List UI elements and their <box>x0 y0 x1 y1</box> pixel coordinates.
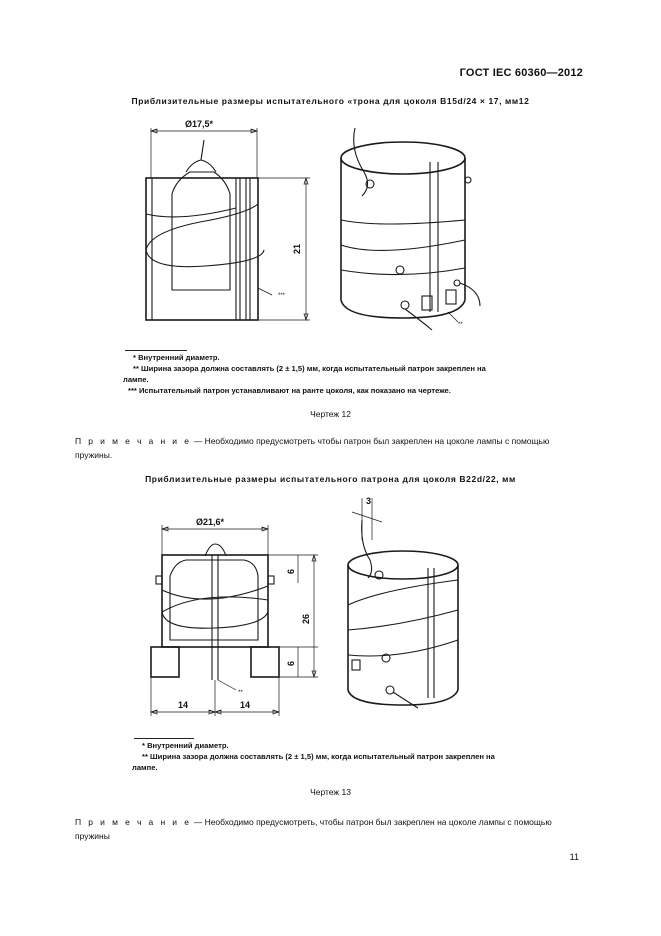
fig13-left-width-label: 14 <box>178 700 189 710</box>
note-2-label: П р и м е ч а н и е <box>75 817 192 827</box>
note-1 <box>75 434 585 462</box>
fig12-height-label: 21 <box>292 243 302 254</box>
fig13-top-dim-label: 6 <box>286 568 296 574</box>
note-2 <box>75 815 585 843</box>
fig12-diameter-label: Ø17,5* <box>185 119 214 129</box>
fig12-gap-label: *** <box>278 293 286 299</box>
fig13-gap-dim-label: 3 <box>366 496 372 506</box>
figure12-footnote-rule <box>125 350 187 351</box>
fig13-footnote-2: ** Ширина зазора должна составлять (2 ± 1,5) мм, когда испытательный патрон закреплен на лампе. <box>132 752 495 772</box>
figure13-title: Приблизительные размеры испытательного патрона для цоколя B22d/22, мм <box>145 474 516 484</box>
fig12-footnote-2: ** Ширина зазора должна составлять (2 ± 1,5) мм, когда испытательный патрон закреплен на лампе. <box>123 364 486 384</box>
page-number: 11 <box>569 852 579 862</box>
fig13-diameter-label: Ø21,6* <box>196 517 225 527</box>
fig13-bottom-dim-label: 6 <box>286 660 296 666</box>
fig13-gap-label: ** <box>238 690 243 696</box>
fig13-footnote-1: * Внутренний диаметр. <box>142 741 229 750</box>
fig12-footnote-3: *** Испытательный патрон устанавливают на ранте цоколя, как показано на чертеже. <box>128 386 451 395</box>
figure13-caption: Чертеж 13 <box>310 787 351 797</box>
note-1-label: П р и м е ч а н и е <box>75 436 192 446</box>
fig13-right-width-label: 14 <box>240 700 251 710</box>
figure12-title: Приблизительные размеры испытательного «трона для цоколя B15d/24 × 17, мм12 <box>131 96 530 106</box>
document-header: ГОСТ IEC 60360—2012 <box>459 67 583 79</box>
figure13-footnote-rule <box>134 738 194 739</box>
fig13-height-label: 26 <box>301 613 311 624</box>
figure12-caption: Чертеж 12 <box>310 409 351 419</box>
note-2-text: — Необходимо предусмотреть, чтобы патрон был закреплен на цоколе лампы с помощью пружины <box>75 817 552 841</box>
fig12-3d-gap-label: ** <box>458 322 463 328</box>
fig12-footnote-1: * Внутренний диаметр. <box>133 353 220 362</box>
note-1-text: — Необходимо предусмотреть чтобы патрон был закреплен на цоколе лампы с помощью пружины. <box>75 436 550 460</box>
